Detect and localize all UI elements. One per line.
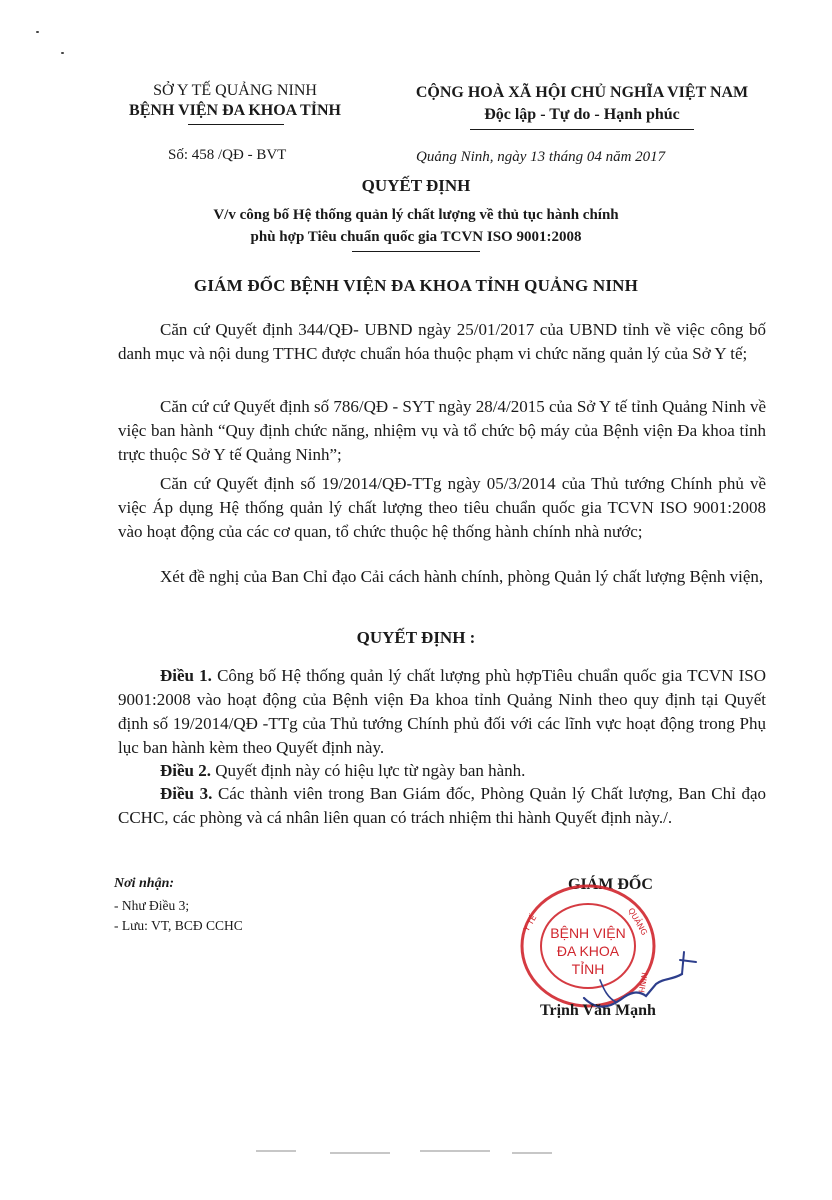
article-label: Điều 2.	[160, 761, 211, 780]
recipient-item: - Như Điều 3;	[114, 898, 190, 913]
article-1: Điều 1. Công bố Hệ thống quản lý chất lượng phù hợpTiêu chuẩn quốc gia TCVN ISO 9001:2008 vào hoạt động của Bệnh viện Đa khoa tỉnh Quảng Ninh theo quy định tại Quyết định số 19/2014/QĐ -TTg của Thủ tướng Chính phủ đối với các lĩnh vực hoạt động trong Phụ lục ban hành kèm theo Quyết định này.	[118, 666, 767, 757]
recipient-item: - Lưu: VT, BCĐ CCHC	[114, 918, 243, 933]
scan-mark	[420, 1150, 490, 1152]
svg-text:NINH: NINH	[636, 971, 649, 994]
document-subject-line1: V/v công bố Hệ thống quản lý chất lượng về thủ tục hành chính	[213, 207, 619, 223]
place-date: Quảng Ninh, ngày 13 tháng 04 năm 2017	[416, 149, 666, 165]
stamp-inner-line3: TỈNH	[571, 961, 605, 977]
header-left-underline	[188, 124, 284, 125]
svg-text:Y TẾ: Y TẾ	[521, 913, 539, 933]
preamble-paragraph: Căn cứ Quyết định số 19/2014/QĐ-TTg ngày 05/3/2014 của Thủ tướng Chính phủ về việc Áp dụng Hệ thống quản lý chất lượng theo tiêu chuẩn quốc gia TCVN ISO 9001:2008 vào hoạt động của các cơ quan, tổ chức thuộc hệ thống hành chính nhà nước;	[118, 474, 766, 541]
signer-name: Trịnh Văn Mạnh	[540, 1002, 656, 1019]
header-right-underline	[470, 129, 694, 130]
document-number: Số: 458 /QĐ - BVT	[168, 147, 287, 163]
stamp-inner-line2: ĐA KHOA	[556, 943, 620, 959]
document-subject-line2: phù hợp Tiêu chuẩn quốc gia TCVN ISO 9001:2008	[250, 229, 582, 245]
preamble-paragraph: Căn cứ cứ Quyết định số 786/QĐ - SYT ngày 28/4/2015 của Sở Y tế tỉnh Quảng Ninh về việc ban hành “Quy định chức năng, nhiệm vụ và tổ chức bộ máy của Bệnh viện Đa khoa tỉnh trực thuộc Sở Y tế Quảng Ninh”;	[118, 397, 766, 464]
header-department: SỞ Y TẾ QUẢNG NINH	[153, 82, 317, 99]
article-3: Điều 3. Các thành viên trong Ban Giám đốc, Phòng Quản lý Chất lượng, Ban Chỉ đạo CCHC, các phòng và cá nhân liên quan có trách nhiệm thi hành Quyết định này./.	[118, 784, 767, 827]
preamble-paragraph: Xét đề nghị của Ban Chỉ đạo Cải cách hành chính, phòng Quản lý chất lượng Bệnh viện,	[160, 567, 764, 586]
article-label: Điều 1.	[160, 666, 212, 685]
header-hospital: BỆNH VIỆN ĐA KHOA TỈNH	[129, 102, 341, 119]
svg-text:QUẢNG: QUẢNG	[626, 906, 649, 937]
scan-mark	[256, 1150, 296, 1152]
scan-mark	[330, 1152, 390, 1154]
preamble-paragraph: Căn cứ Quyết định 344/QĐ- UBND ngày 25/01/2017 của UBND tỉnh về việc công bố danh mục và nội dung TTHC được chuẩn hóa thuộc phạm vi chức năng quản lý của Sở Y tế;	[118, 320, 766, 363]
recipients-heading: Nơi nhận:	[114, 876, 175, 891]
header-national-title: CỘNG HOÀ XÃ HỘI CHỦ NGHĨA VIỆT NAM	[415, 84, 749, 101]
decision-heading: QUYẾT ĐỊNH :	[356, 628, 476, 647]
signature-title: GIÁM ĐỐC	[568, 876, 653, 893]
article-label: Điều 3.	[160, 784, 213, 803]
stamp-inner-line1: BỆNH VIỆN	[550, 925, 626, 941]
scan-mark	[512, 1152, 552, 1154]
header-motto: Độc lập - Tự do - Hạnh phúc	[484, 106, 680, 123]
subject-underline	[352, 251, 480, 252]
scan-speck	[36, 31, 39, 33]
issuer-heading: GIÁM ĐỐC BỆNH VIỆN ĐA KHOA TỈNH QUẢNG NINH	[193, 276, 639, 295]
document-title: QUYẾT ĐỊNH	[361, 176, 471, 195]
scan-speck	[61, 52, 64, 54]
article-2: Điều 2. Quyết định này có hiệu lực từ ngày ban hành.	[160, 761, 526, 780]
